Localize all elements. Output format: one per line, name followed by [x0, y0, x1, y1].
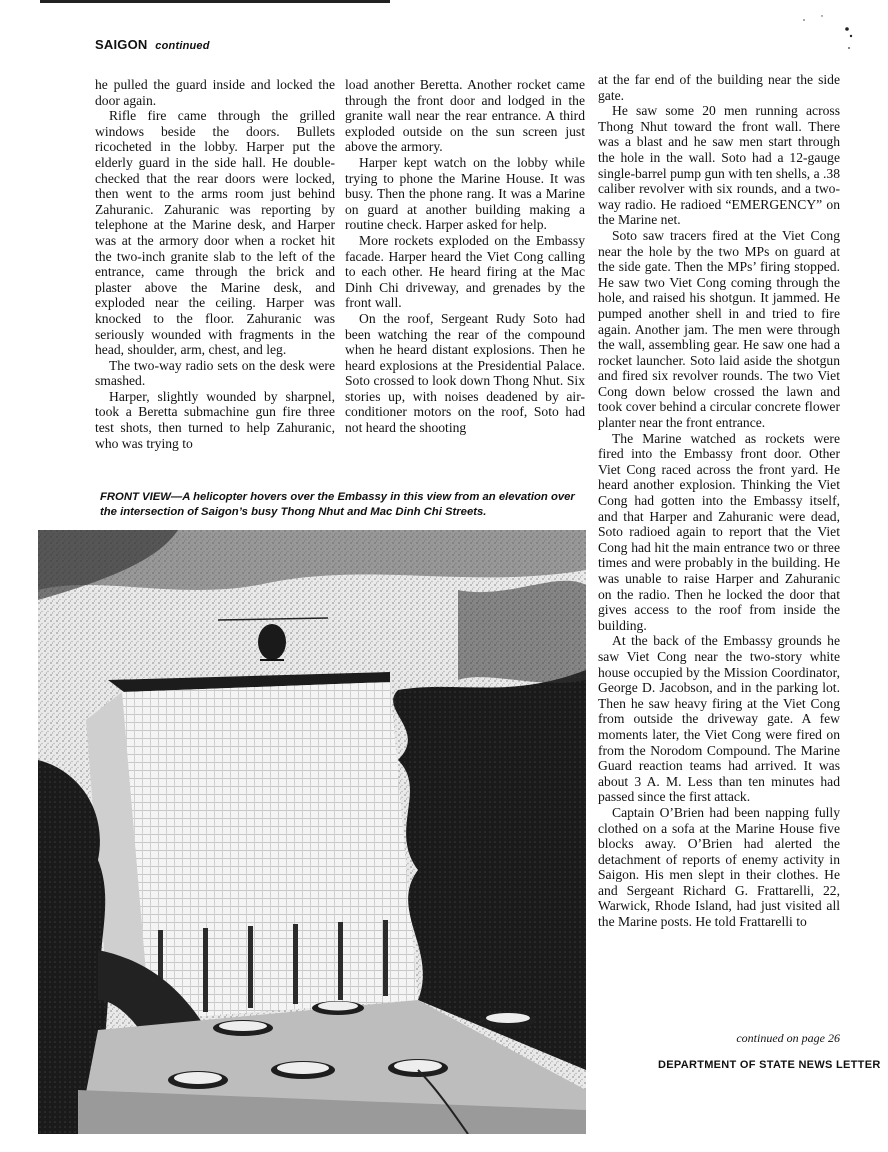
- running-head: [95, 37, 210, 52]
- paragraph: load another Beretta. Another rocket came through the front door and lodged in the granite wall near the rear entrance. A third exploded outside on the sun screen just above the armory.: [345, 77, 585, 155]
- paragraph: he pulled the guard inside and locked the door again.: [95, 77, 335, 108]
- paragraph: On the roof, Sergeant Rudy Soto had been watching the rear of the compound when he heard distant explosions. Then he heard explosions at the Presidential Palace. Soto crossed to look down Thong Nhut. Six stories up, with noises deadened by air-conditioner motors on the roof, Soto had not heard the shooting: [345, 310, 585, 436]
- paragraph: Harper, slightly wounded by sharpnel, took a Beretta submachine gun fire three test shots, then turned to help Zahuranic, who was trying to: [95, 388, 335, 451]
- paragraph: Harper kept watch on the lobby while trying to phone the Marine House. It was busy. Then the phone rang. It was a Marine on guard at another building making a routine check. Harper asked for help.: [345, 154, 585, 233]
- section-title: SAIGON: [95, 37, 148, 52]
- paragraph: He saw some 20 men running across Thong Nhut toward the front wall. There was a blast and he saw men start through the hole in the wall. Soto had a 12-gauge single-barrel pump gun with ten shells, a .38 caliber revolver with six rounds, and a two-way radio. He radioed “EMERGENCY” on the Marine net.: [598, 103, 840, 228]
- paragraph: At the back of the Embassy grounds he saw Viet Cong near the two-story white house occupied by the Mission Coordinator, George D. Jacobson, and in the parking lot. Then he saw heavy firing at the Viet Cong from outside the driveway gate. A few moments later, the Viet Cong were fired on from the Norodom Compound. The Marine Guard reaction teams had arrived. It was about 3 A. M. Less than ten minutes had passed since the first attack.: [598, 633, 840, 805]
- paragraph: Rifle fire came through the grilled windows beside the doors. Bullets ricocheted in the lobby. Harper put the elderly guard in the side hall. He double-checked that the rear doors were locked, then went to the arms room just behind Zahuranic. Zahuranic was reporting by telephone at the Marine desk, and Harper was at the armory door when a rocket hit the two-inch granite slab to the left of the entrance, came through the brick and plaster above the Marine desk, and exploded near the ceiling. Harper was knocked to the floor. Zahuranic was seriously wounded with fragments in the head, shoulder, arm, chest, and leg.: [95, 108, 335, 358]
- print-specks: [800, 12, 860, 52]
- article-column-2: [345, 77, 585, 436]
- paragraph: The Marine watched as rockets were fired into the Embassy front door. Other Viet Cong raced across the front yard. He heard another explosion. Thinking the Viet Cong had gotten into the Embassy itself, and that Harper and Zahuranic were dead, Soto radioed again to report that the Viet Cong had hit the main entrance two or three times and were probably in the building. He was unable to raise Harper and Zahuranic on the radio. Then he locked the door that gives access to the roof from inside the building.: [598, 430, 840, 633]
- paragraph: The two-way radio sets on the desk were smashed.: [95, 357, 335, 389]
- article-column-3: [598, 72, 840, 930]
- continued-on-note: continued on page 26: [736, 1031, 840, 1045]
- paragraph: Captain O’Brien had been napping fully clothed on a sofa at the Marine House five blocks away. O’Brien had alerted the detachment of reports of enemy activity in Saigon. His men slept in their clothes. He and Sergeant Richard G. Frattarelli, 22, Warwick, Rhode Island, had just visited all the Marine posts. He told Frattarelli to: [598, 804, 840, 930]
- paragraph: at the far end of the building near the side gate.: [598, 72, 840, 103]
- embassy-helicopter-photo: [38, 530, 586, 1134]
- continued-label: continued: [155, 40, 210, 52]
- photo-caption: FRONT VIEW—A helicopter hovers over the Embassy in this view from an elevation over the intersection of Saigon’s busy Thong Nhut and Mac Dinh Chi Streets.: [100, 491, 575, 518]
- paragraph: Soto saw tracers fired at the Viet Cong near the hole by the two MPs on guard at the side gate. Then the MPs’ firing stopped. He saw two Viet Cong coming through the hole, and raised his shotgun. It jammed. He pumped another shell in and tried to fire again. Another jam. The men were through the wall, assembling gear. He saw one had a rocket launcher. Soto laid aside the shotgun and fired six revolver rounds. The two Viet Cong down below crossed the lawn and took cover behind a circular concrete flower planter near the front entrance.: [598, 227, 840, 431]
- top-rule: [40, 0, 390, 3]
- publication-footer: DEPARTMENT OF STATE NEWS LETTER: [658, 1059, 881, 1071]
- paragraph: More rockets exploded on the Embassy facade. Harper heard the Viet Cong calling to each other. He heard firing at the Mac Dinh Chi driveway, and grenades by the front wall.: [345, 232, 585, 311]
- article-column-1: [95, 77, 335, 451]
